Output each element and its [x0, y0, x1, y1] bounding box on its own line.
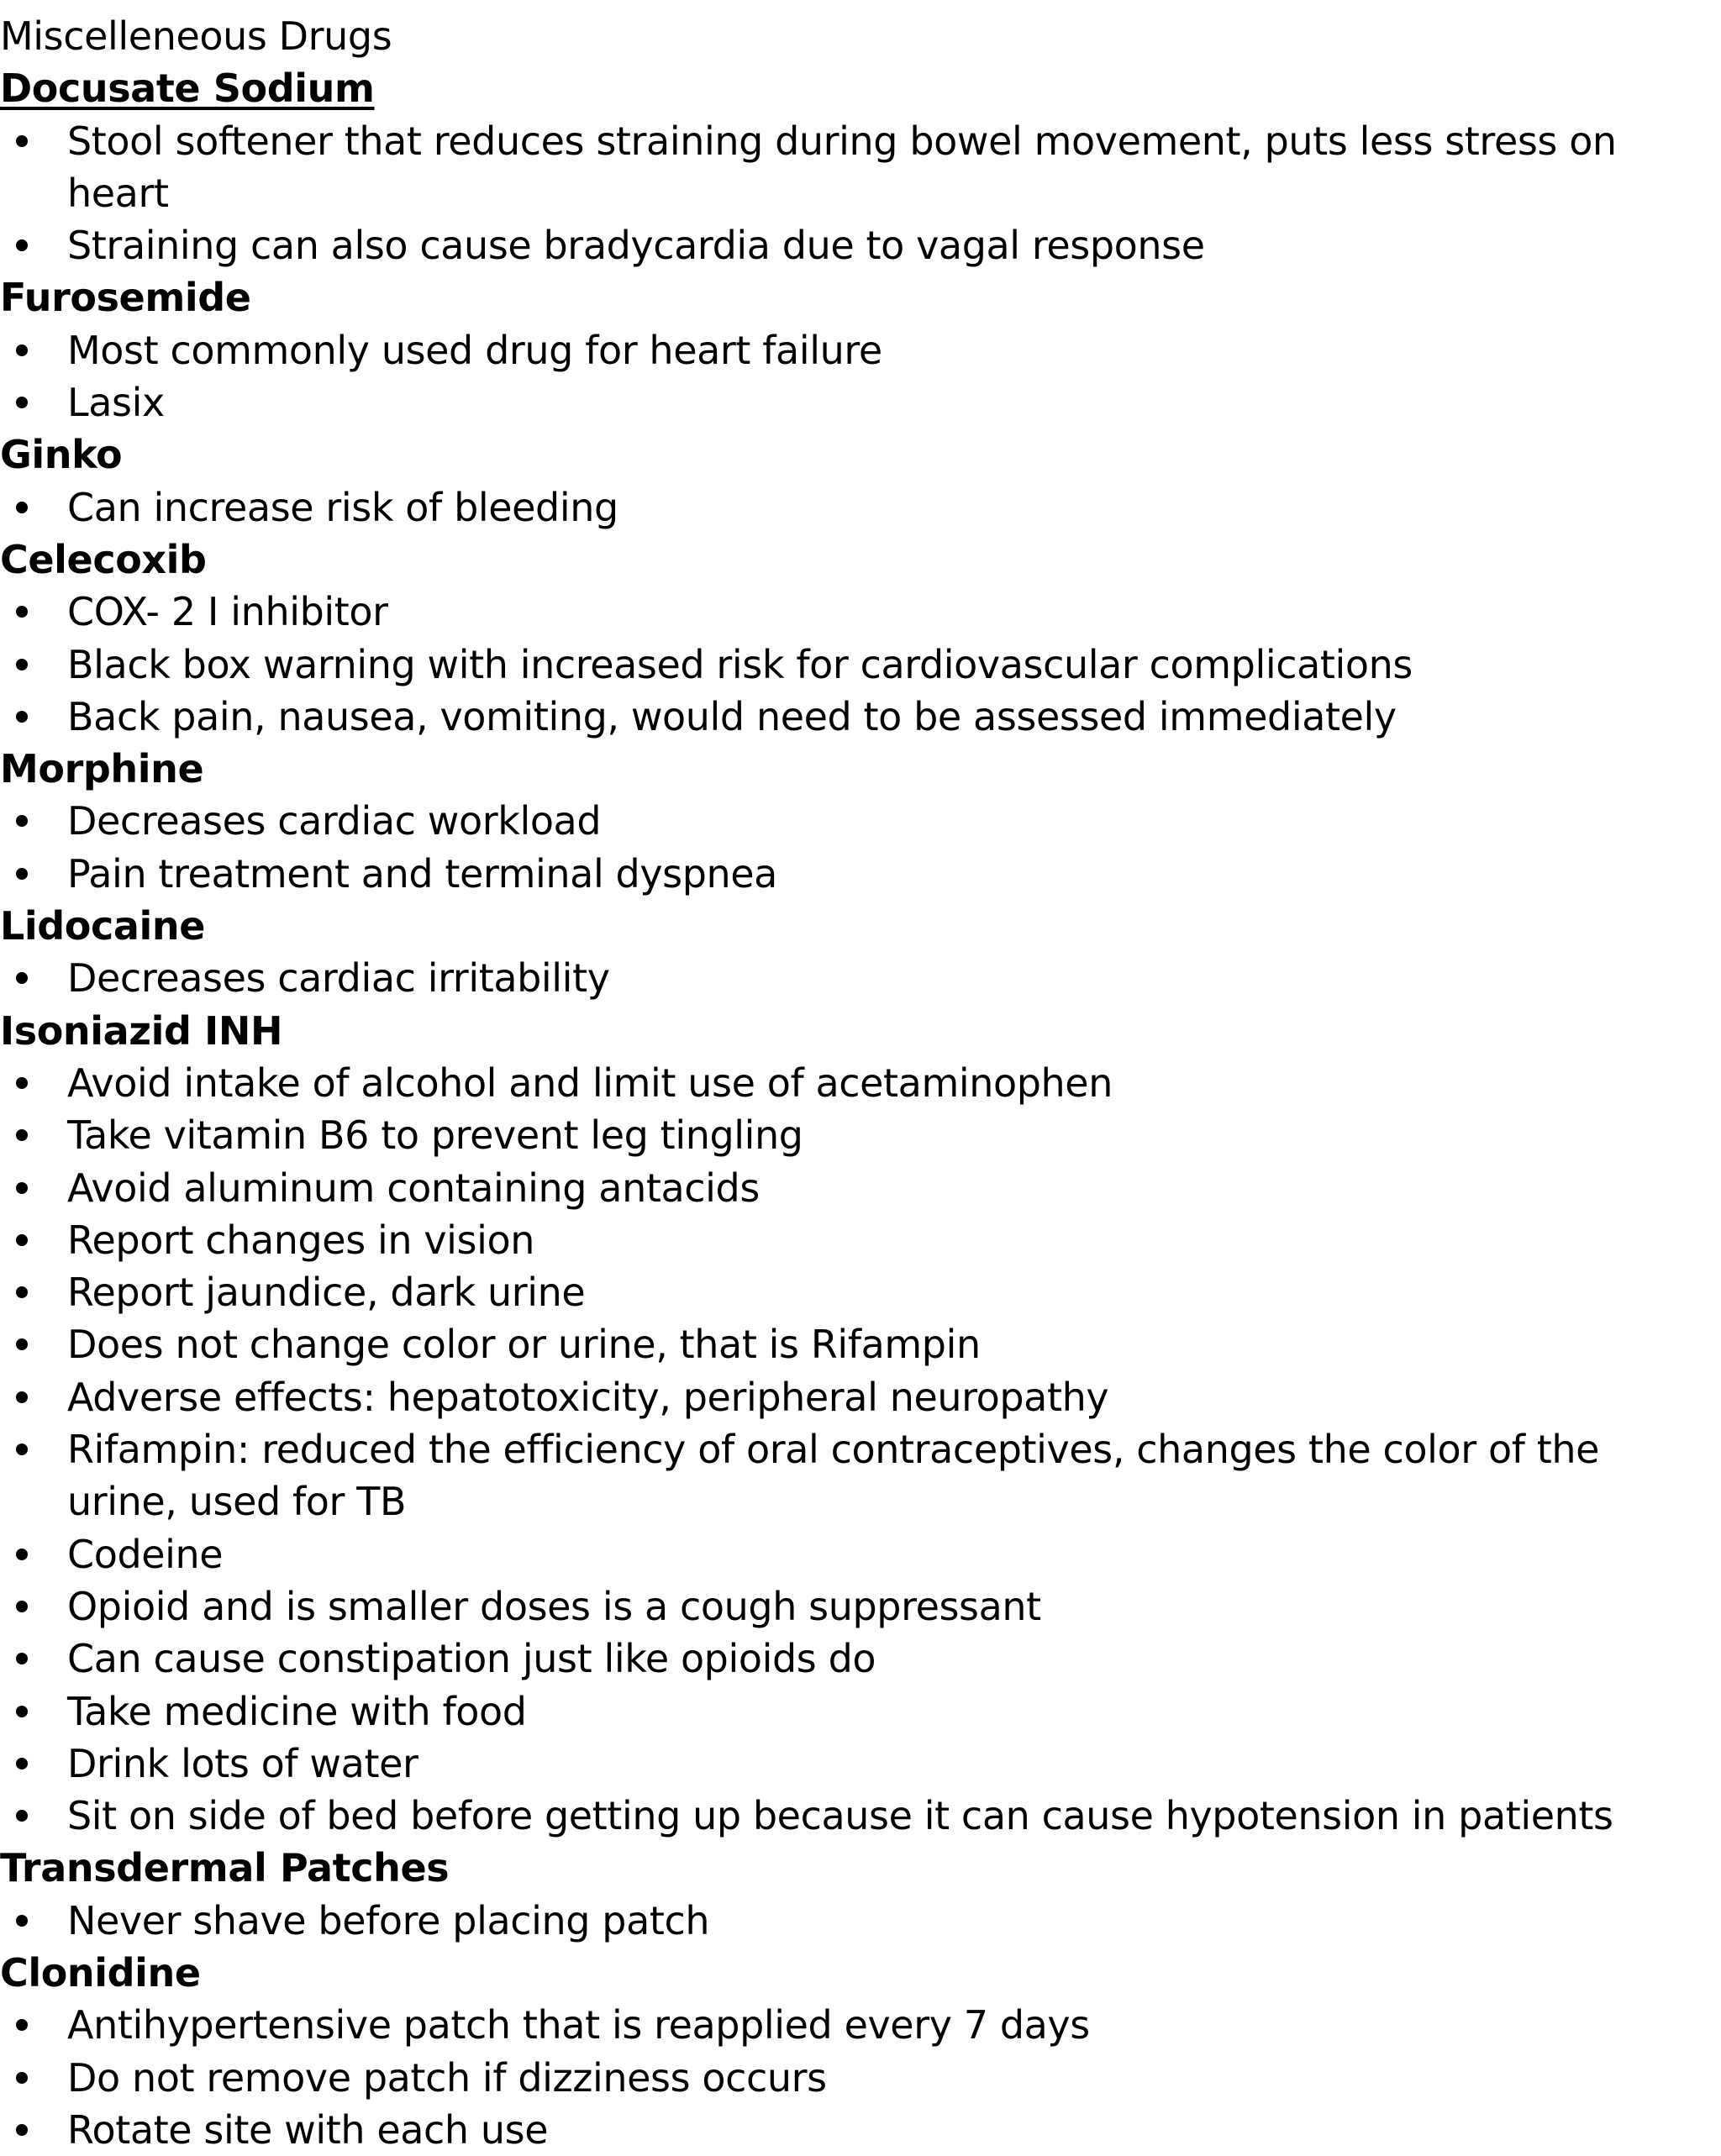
bullet-icon	[16, 2072, 28, 2084]
drug-section	[0, 1842, 1721, 1947]
bullet-icon	[16, 1338, 28, 1350]
drug-section	[0, 271, 1721, 429]
list-item	[0, 639, 1664, 691]
bullet-icon	[16, 1443, 28, 1455]
bullet-icon	[16, 502, 28, 513]
list-item	[0, 1685, 1664, 1738]
drug-heading-text: Isoniazid INH	[0, 1007, 283, 1054]
drug-section	[0, 1005, 1721, 1843]
bullet-text: Avoid aluminum containing antacids	[67, 1165, 760, 1211]
drug-section	[0, 900, 1721, 1005]
bullet-icon	[16, 397, 28, 408]
drug-heading	[0, 534, 1721, 586]
drug-heading	[0, 429, 1721, 481]
drug-section	[0, 62, 1721, 271]
bullet-text: Black box warning with increased risk for cardiovascular complications	[67, 641, 1413, 687]
drug-heading-text: Ginko	[0, 432, 123, 478]
list-item	[0, 1162, 1664, 1214]
bullet-icon	[16, 239, 28, 251]
bullet-text: Antihypertensive patch that is reapplied every 7 days	[67, 2002, 1090, 2048]
list-item	[0, 952, 1664, 1004]
bullet-icon	[16, 606, 28, 618]
drug-section	[0, 743, 1721, 900]
list-item	[0, 1790, 1664, 1842]
bullet-text: Report changes in vision	[67, 1217, 534, 1263]
document-page	[0, 10, 1721, 2156]
drug-heading-text: Morphine	[0, 746, 204, 792]
list-item	[0, 795, 1664, 847]
drug-heading	[0, 743, 1721, 795]
bullet-icon	[16, 344, 28, 356]
bullet-text: Rotate site with each use	[67, 2106, 549, 2153]
bullet-text: Can cause constipation just like opioids do	[67, 1636, 876, 1682]
bullet-text: Avoid intake of alcohol and limit use of acetaminophen	[67, 1060, 1113, 1106]
bullet-text: Rifampin: reduced the efficiency of oral contraceptives, changes the color of the urine, used for TB	[67, 1427, 1600, 1525]
list-item	[0, 115, 1664, 220]
bullet-text: Take medicine with food	[67, 1688, 527, 1734]
list-item	[0, 586, 1664, 638]
bullet-text: Decreases cardiac irritability	[67, 955, 610, 1002]
bullet-text: Pain treatment and terminal dyspnea	[67, 850, 777, 897]
bullet-text: Sit on side of bed before getting up because it can cause hypotension in patients	[67, 1793, 1613, 1839]
drug-heading-text: Celecoxib	[0, 536, 207, 582]
bullet-icon	[16, 2019, 28, 2031]
bullet-icon	[16, 1234, 28, 1246]
bullet-list	[0, 795, 1721, 900]
list-item	[0, 2052, 1664, 2104]
bullet-icon	[16, 1391, 28, 1403]
bullet-text: Back pain, nausea, vomiting, would need to be assessed immediately	[67, 693, 1397, 739]
drug-heading	[0, 271, 1721, 323]
list-item	[0, 1318, 1664, 1370]
bullet-list	[0, 115, 1721, 272]
bullet-text: Take vitamin B6 to prevent leg tingling	[67, 1112, 803, 1159]
bullet-text: Report jaundice, dark urine	[67, 1270, 586, 1316]
drug-heading	[0, 62, 1721, 114]
bullet-icon	[16, 1077, 28, 1089]
list-item	[0, 1895, 1664, 1947]
list-item	[0, 481, 1664, 534]
list-item	[0, 2104, 1664, 2156]
bullet-text: Adverse effects: hepatotoxicity, peripheral neuropathy	[67, 1374, 1109, 1420]
list-item	[0, 1109, 1664, 1161]
bullet-icon	[16, 1129, 28, 1141]
bullet-text: Codeine	[67, 1531, 224, 1577]
list-item	[0, 1266, 1664, 1318]
drug-heading-text: Transdermal Patches	[0, 1845, 450, 1891]
list-item	[0, 1423, 1664, 1528]
bullet-text: Decreases cardiac workload	[67, 798, 602, 844]
bullet-icon	[16, 815, 28, 827]
drug-heading-text: Lidocaine	[0, 903, 206, 949]
bullet-text: Never shave before placing patch	[67, 1897, 710, 1943]
bullet-icon	[16, 1549, 28, 1560]
bullet-text: Does not change color or urine, that is Rifampin	[67, 1322, 981, 1368]
bullet-list	[0, 1895, 1721, 1947]
list-item	[0, 1633, 1664, 1685]
list-item	[0, 324, 1664, 376]
list-item	[0, 1528, 1664, 1580]
list-item	[0, 376, 1664, 429]
bullet-icon	[16, 1601, 28, 1612]
bullet-icon	[16, 1758, 28, 1769]
drug-heading-text: Docusate Sodium	[0, 66, 375, 112]
bullet-text: Can increase risk of bleeding	[67, 484, 618, 530]
bullet-text: Do not remove patch if dizziness occurs	[67, 2054, 827, 2101]
bullet-list	[0, 324, 1721, 429]
bullet-list	[0, 481, 1721, 534]
bullet-list	[0, 952, 1721, 1004]
drug-heading-text: Clonidine	[0, 1949, 201, 1996]
list-item	[0, 1738, 1664, 1790]
list-item	[0, 848, 1664, 900]
drug-heading	[0, 1005, 1721, 1057]
list-item	[0, 1214, 1664, 1266]
bullet-icon	[16, 972, 28, 984]
drug-heading	[0, 900, 1721, 952]
drug-heading	[0, 1842, 1721, 1894]
bullet-icon	[16, 1915, 28, 1927]
bullet-text: Lasix	[67, 380, 165, 426]
list-item	[0, 1999, 1664, 2051]
bullet-icon	[16, 868, 28, 880]
bullet-icon	[16, 1182, 28, 1194]
bullet-text: Stool softener that reduces straining during bowel movement, puts less stress on heart	[67, 118, 1617, 216]
bullet-icon	[16, 659, 28, 670]
list-item	[0, 1371, 1664, 1423]
drug-section	[0, 534, 1721, 743]
list-item	[0, 1057, 1664, 1109]
bullet-text: Most commonly used drug for heart failure	[67, 327, 882, 373]
drug-section	[0, 429, 1721, 534]
bullet-icon	[16, 1810, 28, 1822]
list-item	[0, 691, 1664, 743]
bullet-list	[0, 1999, 1721, 2156]
bullet-text: COX- 2 I inhibitor	[67, 589, 388, 635]
bullet-list	[0, 586, 1721, 743]
list-item	[0, 219, 1664, 271]
bullet-list	[0, 1057, 1721, 1842]
drug-section	[0, 1947, 1721, 2156]
bullet-icon	[16, 135, 28, 147]
document-title: Miscelleneous Drugs	[0, 13, 392, 59]
bullet-icon	[16, 711, 28, 723]
list-item	[0, 1580, 1664, 1633]
bullet-icon	[16, 1653, 28, 1664]
bullet-text: Drink lots of water	[67, 1740, 418, 1786]
bullet-text: Straining can also cause bradycardia due to vagal response	[67, 223, 1205, 269]
drug-sections	[0, 62, 1721, 2156]
bullet-icon	[16, 1706, 28, 1717]
bullet-icon	[16, 1286, 28, 1298]
bullet-text: Opioid and is smaller doses is a cough suppressant	[67, 1583, 1041, 1629]
drug-heading	[0, 1947, 1721, 1999]
drug-heading-text: Furosemide	[0, 275, 251, 321]
